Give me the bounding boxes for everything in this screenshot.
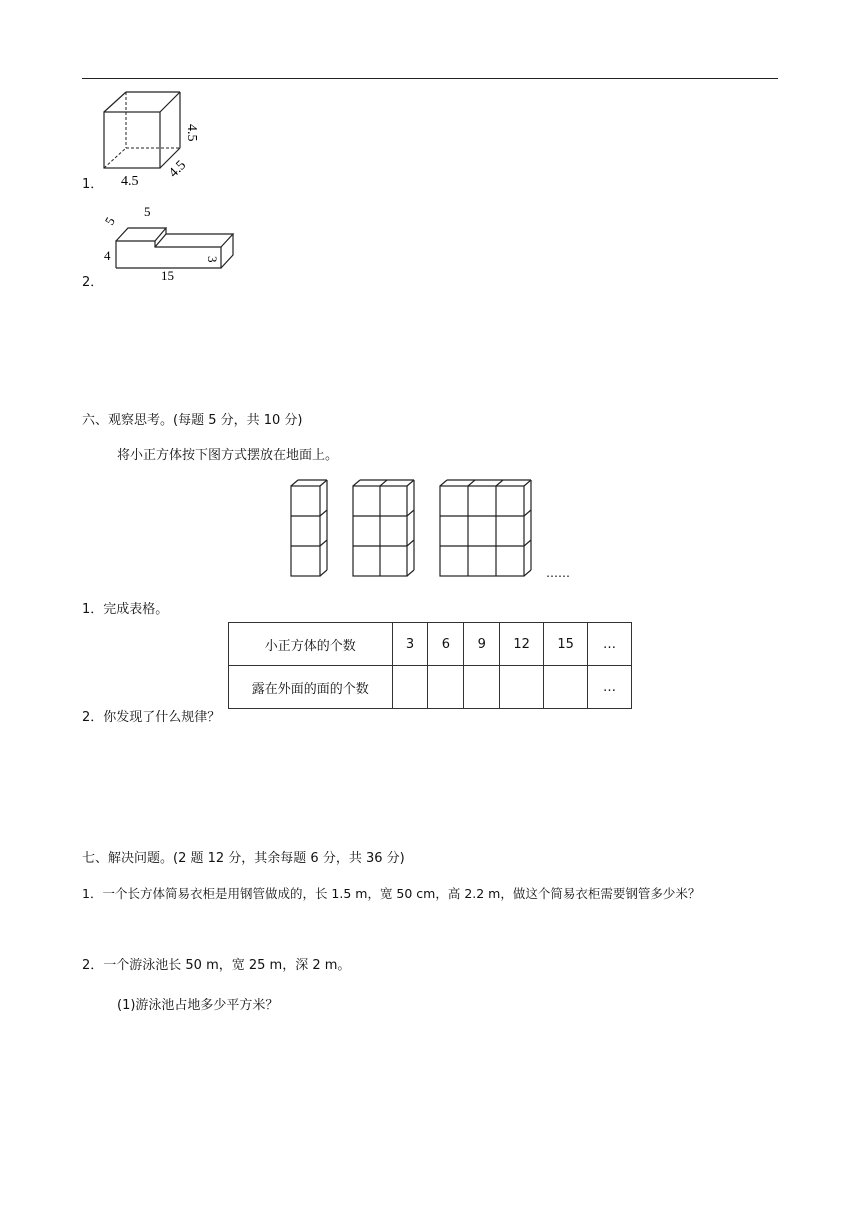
table-cell-blank[interactable] [464, 666, 500, 709]
table-row-label: 露在外面的面的个数 [229, 666, 393, 709]
step-label-right: 3 [205, 256, 220, 263]
table-cell: 15 [544, 623, 588, 666]
item-2-number: 2． [82, 275, 104, 290]
problem-2: 2．一个游泳池长 50 m，宽 25 m，深 2 m。 [82, 958, 351, 973]
table-row [229, 623, 632, 666]
table-cell: 12 [500, 623, 544, 666]
table-row [229, 666, 632, 709]
stacks-ellipsis: …… [546, 566, 570, 580]
problem-2-sub1: (1)游泳池占地多少平方米？ [117, 998, 279, 1013]
item-1-number: 1． [82, 177, 104, 192]
cube-label-right: 4.5 [184, 124, 199, 142]
cube-label-depth: 4.5 [166, 157, 190, 181]
table-cell-blank[interactable] [428, 666, 464, 709]
table-cell: 6 [428, 623, 464, 666]
cube-label-bottom: 4.5 [121, 174, 139, 189]
cube-figure [96, 86, 206, 190]
table-row-label: 小正方体的个数 [229, 623, 393, 666]
table-cell: 9 [464, 623, 500, 666]
step-label-left: 4 [104, 248, 111, 263]
step-label-length: 15 [161, 268, 174, 283]
step-label-slant: 5 [101, 214, 118, 228]
section-7-heading: 七、解决问题。(2 题 12 分，其余每题 6 分，共 36 分) [82, 851, 405, 866]
problem-1: 1．一个长方体简易衣柜是用钢管做成的，长 1.5 m，宽 50 cm，高 2.2 m，做这个简易衣柜需要钢管多少米？ [82, 886, 701, 901]
step-figure [98, 200, 248, 286]
step-label-top: 5 [144, 204, 151, 219]
section-6-heading: 六、观察思考。(每题 5 分，共 10 分) [82, 413, 303, 428]
section-6-intro: 将小正方体按下图方式摆放在地面上。 [117, 448, 339, 463]
cube-stacks-figure [286, 476, 546, 580]
table-cell: … [588, 623, 632, 666]
answer-table [228, 622, 632, 709]
table-cell-blank[interactable] [500, 666, 544, 709]
table-cell-blank[interactable] [544, 666, 588, 709]
table-cell: … [588, 666, 632, 709]
section-6-sub1: 1．完成表格。 [82, 602, 169, 617]
top-rule [82, 78, 778, 79]
table-cell: 3 [392, 623, 428, 666]
section-6-sub2: 2．你发现了什么规律？ [82, 710, 221, 725]
table-cell-blank[interactable] [392, 666, 428, 709]
